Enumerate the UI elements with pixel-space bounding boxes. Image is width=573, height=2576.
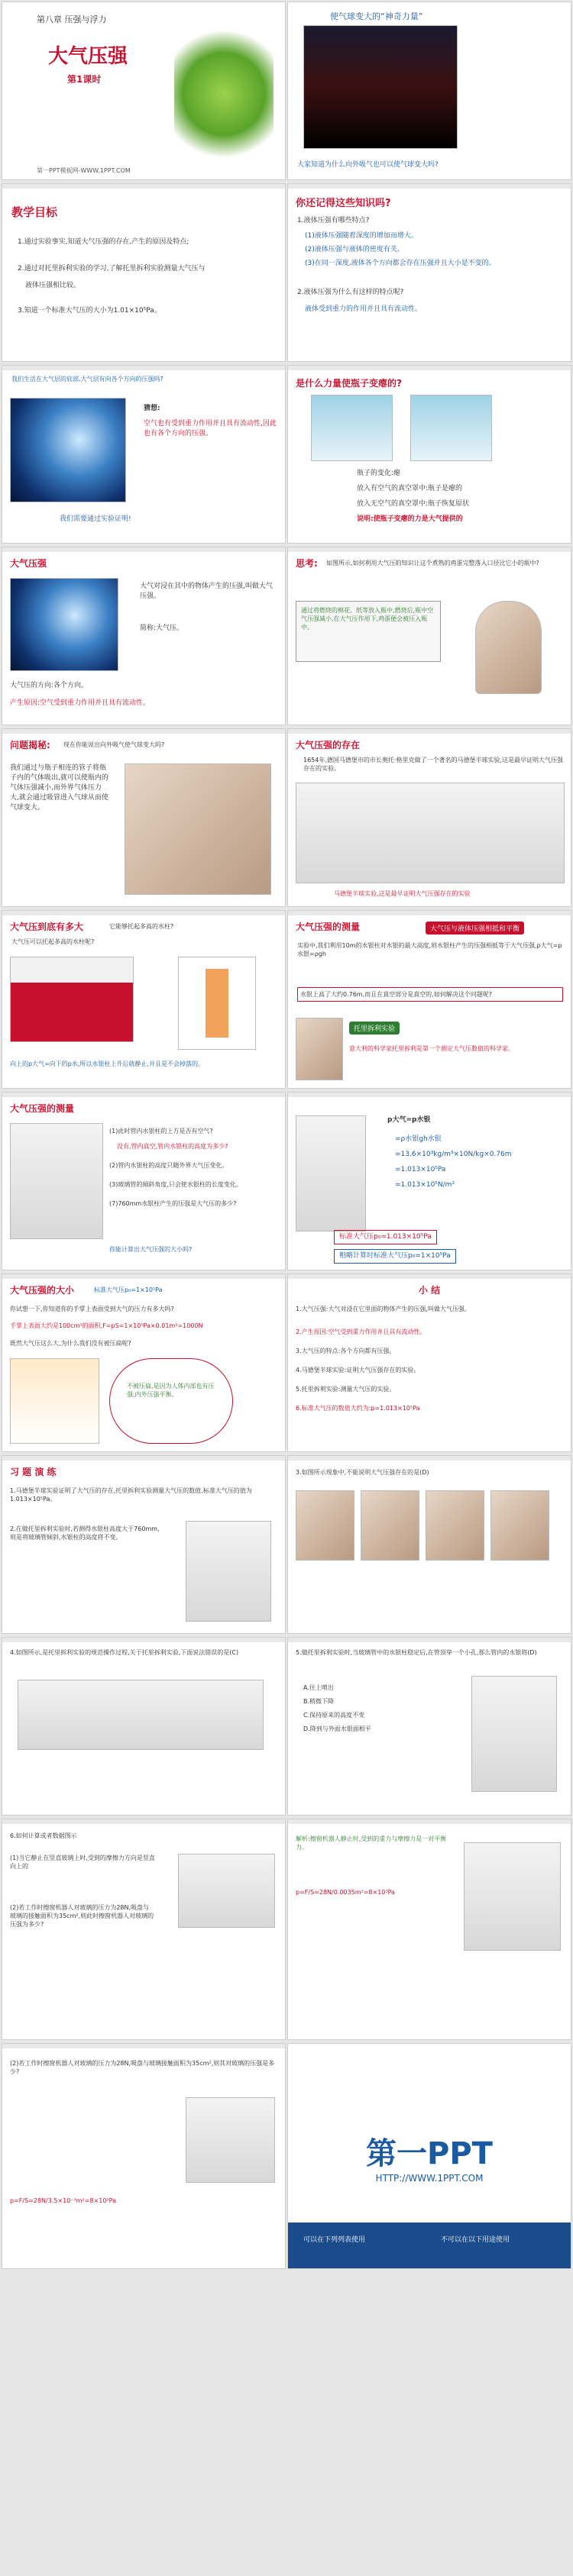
experiment-text: 实验中,我们利用10m的水银柱对水银的最大高度,则水银柱产生的压强相抵等于大气压强,p大气=p水银=ρgh [297, 942, 562, 957]
procedure-images [18, 1680, 264, 1750]
question-1: (1)当它静止在竖直玻璃上时,受到的摩擦力方向是竖直向上的 [10, 1855, 155, 1870]
option-d-image[interactable] [490, 1490, 549, 1561]
calculation: 手掌上表面大约是100cm²的面积,F=pS=1×10⁵Pa×0.01m²=1000N [10, 1322, 203, 1329]
slide-top-bar [2, 1638, 285, 1642]
cylinder-image [10, 957, 134, 1042]
prompt: 大气压可以托起多高的水柱呢? [11, 938, 95, 945]
approx-pressure: 粗略计算时标准大气压p₀=1×10⁵Pa [334, 1249, 456, 1264]
question-2: (2)若工作时擦窗机器人对玻璃的压力为28N,吸盘与玻璃的接触面积为35cm²,则此时擦窗机器人对玻璃的压强为多少? [10, 1904, 154, 1928]
question: 5.做托里拆利实验时,当玻璃管中的水银柱稳定后,在管顶穿一个小孔,那么管内的水银将(D) [296, 1649, 537, 1656]
guess-text: 空气也有受到重力作用并且具有流动性,因此也有各个方向的压强。 [144, 420, 277, 437]
answer: p=F/S=28N/3.5×10⁻³m²=8×10³Pa [10, 2197, 117, 2204]
slide-top-bar [288, 1274, 571, 1279]
review-a1: (1)液体压强随着深度的增加而增大。 [305, 232, 418, 240]
plant-image [174, 18, 274, 170]
slide-title[interactable] [2, 2, 286, 180]
formula-line-2: =13.6×10³kg/m³×10N/kg×0.76m [395, 1151, 512, 1158]
formula-line-4: =1.013×10⁵N/m² [395, 1181, 455, 1189]
slide-how-big[interactable] [2, 910, 286, 1089]
observe-2: 放入有空气的真空罩中:瓶子是瘪的 [357, 485, 463, 492]
boy-balloon-image [125, 763, 271, 895]
formula-line-1: =ρ水银gh水银 [395, 1135, 442, 1143]
history-text: 1654年,德国马德堡市的市长奥托·格里克做了一个著名的马德堡半球实验,这是最早证明大气压强存在的实验。 [303, 757, 563, 772]
lesson-label: 第1课时 [67, 74, 102, 85]
option-c[interactable]: C.保持原来的高度不变 [303, 1712, 365, 1719]
person-desc: 意大利的科学家托里拆利是第一个测定大气压数值的科学家。 [349, 1045, 514, 1052]
slide-top-bar [288, 1819, 571, 1824]
disallowed-label: 不可以在以下用途使用 [441, 2236, 510, 2244]
option-b[interactable]: B.稍微下降 [303, 1698, 335, 1705]
objective-2: 2.通过对托里拆利实验的学习,了解托里拆利实验测量大气压与 [18, 265, 206, 273]
slide-exercise-4[interactable] [2, 1637, 286, 1816]
slide-exercise-7[interactable] [2, 2043, 286, 2269]
analysis: 解析:擦窗机器人静止时,受到的重力与摩擦力是一对平衡力。 [296, 1835, 447, 1851]
tube-column [206, 969, 228, 1038]
subheading-pill: 大气压与液体压强相抵和平衡 [426, 922, 524, 935]
slide-top-bar [288, 911, 571, 915]
prompt: 你试想一下,你知道你的手掌上表面受到大气的压力有多大吗? [10, 1306, 174, 1312]
review-q2: 2.液体压强为什么有这样的特点呢? [297, 289, 404, 296]
chapter-label: 第八章 压强与浮力 [37, 15, 107, 24]
cause: 产生原因:空气受到重力作用并且具有流动性。 [10, 699, 151, 707]
foot-question: 你能计算出大气压强的大小吗? [109, 1246, 193, 1253]
speech-bubble [109, 1358, 233, 1444]
slide-logo[interactable] [287, 2043, 571, 2269]
robot-image [186, 2097, 275, 2183]
slide-bottle[interactable] [287, 365, 571, 544]
egg-bottle-image [475, 601, 542, 694]
question: 如图所示,如何利用大气压的知识让这个煮熟的鸡蛋完整落入口径比它小的瓶中? [326, 560, 539, 567]
slide-top-bar [2, 1819, 285, 1824]
slide-magnitude[interactable] [2, 1273, 286, 1452]
slide-exercise-6[interactable] [2, 1819, 286, 2040]
bottle-image-1 [311, 395, 393, 461]
review-a2: (2)液体压强与液体的密度有关。 [305, 246, 404, 253]
section-heading: 大气压到底有多大 [10, 922, 84, 932]
definition: 大气对浸在其中的物体产生的压强,叫做大气压强。 [140, 583, 273, 600]
objective-2-cont: 液体压强相比较。 [25, 282, 81, 289]
formula-line-3: =1.013×10⁵Pa [395, 1166, 446, 1173]
tube-image [186, 1521, 271, 1622]
slide-review[interactable] [287, 183, 571, 362]
slide-guess[interactable] [2, 365, 286, 544]
slide-top-bar [2, 911, 285, 915]
option-b-image[interactable] [361, 1490, 419, 1561]
answer: 我们通过与瓶子相连的管子将瓶子内的气体吸出,就可以使瓶内的气体压强减小,而外界气体压力大,就会通过吸管进入气球从而使气球变大。 [10, 764, 108, 812]
exercise-2: 2.在做托里拆利实验时,若测得水银柱高度大于760mm,则是将玻璃管倾斜,水银柱的高度将不变。 [10, 1525, 160, 1541]
item-1: (1)此时管内水银柱的上方是否有空气? [109, 1128, 213, 1135]
slide-top-bar [2, 729, 285, 734]
slide-magdeburg[interactable] [287, 728, 571, 907]
standard-pressure: 标准大气压p₀=1.013×10⁵Pa [334, 1230, 437, 1244]
direction: 大气压的方向:各个方向。 [10, 682, 89, 689]
observe-4: 说明:使瓶子变瘪的力是大气提供的 [357, 515, 463, 523]
section-heading: 小 结 [418, 1285, 441, 1296]
standard-label: 标准大气压p₀=1×10⁵Pa [94, 1286, 163, 1293]
option-a-image[interactable] [296, 1490, 354, 1561]
option-c-image[interactable] [426, 1490, 484, 1561]
slide-measure[interactable] [287, 910, 571, 1089]
tv-stage-image [303, 25, 458, 149]
slide-top-bar [2, 2044, 285, 2048]
summary-4: 4.马德堡半球实验:证明大气压强存在的实验。 [296, 1367, 420, 1374]
slide-top-bar [288, 366, 571, 370]
question: 4.如图所示,是托里拆利实验的规范操作过程,关于托里拆利实验,下面说法错误的是(C) [10, 1649, 239, 1656]
exercise-1: 1.马德堡半球实验证明了大气压的存在,托里拆利实验测量大气压的数值,标准大气压的值为1.013×10⁵Pa。 [10, 1487, 252, 1503]
slide-exercise-5[interactable] [287, 1637, 571, 1816]
slide-think[interactable] [287, 547, 571, 725]
objective-1: 1.通过实验事实,知道大气压强的存在,产生的原因及特点; [18, 238, 189, 246]
slide-reveal[interactable] [2, 728, 286, 907]
slide-top-bar [2, 184, 285, 189]
slide-exercise-3[interactable] [287, 1455, 571, 1634]
house-cartoon [10, 1358, 99, 1444]
summary-3: 3.大气压的特点:各个方向都有压强。 [296, 1348, 396, 1354]
item-2: (2)管内水银柱的高度只随外界大气压变化。 [109, 1162, 228, 1169]
section-heading: 大气压强 [10, 558, 47, 569]
slide-top-bar [2, 547, 285, 552]
caption: 马德堡半球实验,这是最早证明大气压强存在的实验 [334, 890, 471, 897]
slide-objectives[interactable] [2, 183, 286, 362]
experiment-name: 托里拆利实验 [349, 1022, 400, 1035]
section-heading: 思考: [296, 558, 318, 569]
slide-atmos-def[interactable] [2, 547, 286, 725]
item-4: (7)760mm水银柱产生的压强是大气压的多少? [109, 1200, 237, 1207]
summary-6: 6.标准大气压的数值大约为:p=1.013×10⁵Pa [296, 1405, 420, 1412]
section-heading: 大气压强的存在 [296, 740, 361, 751]
section-heading: 大气压强的大小 [10, 1285, 75, 1296]
horses-image [296, 783, 565, 883]
slide-measure-2[interactable] [2, 1092, 286, 1270]
problem-note: 水银上高了大约0.76m,而且在真空部分是真空的,如何解决这个问题呢? [297, 987, 563, 1002]
summary-5: 5.托里拆利实验:测量大气压的实验。 [296, 1386, 396, 1393]
slide-balloon[interactable] [287, 2, 571, 180]
observe-3: 放入无空气的真空罩中:瓶子恢复原状 [357, 500, 470, 508]
slide-top-bar [2, 1456, 285, 1461]
section-heading: 你还记得这些知识吗? [296, 198, 391, 209]
slide-top-bar [288, 729, 571, 734]
slide-summary[interactable] [287, 1273, 571, 1452]
slide-top-bar [288, 1638, 571, 1642]
caption: 我们生活在大气层的底部,大气层有向各个方向的压强吗? [11, 376, 163, 383]
slide-top-bar [2, 366, 285, 370]
question: 它能够托起多高的水柱? [109, 923, 174, 930]
answer-formula: p=F/S=28N/0.0035m²=8×10³Pa [296, 1889, 395, 1896]
slide-calc[interactable] [287, 1092, 571, 1270]
answer: 通过将燃烧的棉花、纸等放入瓶中,燃烧后,瓶中空气压强减小,在大气压作用下,鸡蛋便会被压入瓶中。 [301, 607, 434, 631]
section-heading: 大气压强的测量 [10, 1103, 75, 1114]
bubble-text: 不被压扁,是因为人体内部也有压强,内外压强平衡。 [127, 1383, 215, 1398]
robot-image [178, 1854, 275, 1928]
slide-top-bar [2, 1093, 285, 1097]
section-heading: 教学目标 [11, 205, 58, 219]
section-heading: 问题揭秘: [10, 740, 50, 751]
summary-2: 2.产生原因:空气受到重力作用并且具有流动性。 [296, 1328, 426, 1335]
item-3: (3)玻璃管的倾斜角度,只会使水银柱的长度变化。 [109, 1181, 242, 1188]
question: (2)若工作时擦窗机器人对玻璃的压力为28N,吸盘与玻璃接触面积为35cm²,则其对玻璃的压强是多少? [10, 2060, 275, 2075]
mercury-tube-image [10, 1123, 103, 1239]
tube-image [471, 1676, 557, 1792]
short-name: 简称:大气压。 [140, 625, 184, 632]
slide-top-bar [288, 1456, 571, 1461]
review-q1: 1.液体压强有哪些特点? [297, 217, 370, 224]
slide-caption: 大家知道为什么向外吸气也可以使气球变大吗? [297, 161, 439, 169]
earth-image [10, 578, 118, 671]
heading: 6.如何计算或者数据图示 [10, 1832, 77, 1839]
slide-exercise-6-answer[interactable] [287, 1819, 571, 2040]
option-a[interactable]: A.往上喷出 [303, 1684, 334, 1691]
bottle-image-2 [410, 395, 492, 461]
formula-head: p大气=p水银 [387, 1116, 431, 1124]
guess-label: 猜想: [144, 405, 160, 412]
slide-exercise-1[interactable] [2, 1455, 286, 1634]
slide-top-bar [288, 547, 571, 552]
section-heading: 是什么力量使瓶子变瘪的? [296, 378, 402, 389]
brand-url[interactable]: HTTP://WWW.1PPT.COM [375, 2172, 484, 2184]
observe-1: 瓶子的变化:瘪 [357, 470, 401, 477]
section-heading: 习 题 演 练 [10, 1467, 57, 1477]
footer-text: 第一PPT模板网-WWW.1PPT.COM [37, 167, 131, 174]
question: 既然大气压这么大,为什么我们没有被压扁呢? [10, 1340, 131, 1347]
allowed-label: 可以在下列列表使用 [303, 2236, 366, 2244]
footer-bar [288, 2223, 571, 2268]
page-title: 大气压强 [48, 45, 128, 68]
answer-box [296, 601, 441, 662]
objective-3: 3.知道一个标准大气压的大小为1.01×10⁵Pa。 [18, 307, 161, 315]
tube-diagram [296, 1115, 366, 1232]
review-a3: (3)在同一深度,液体各个方向都会存在压强并且大小是不变的。 [305, 260, 496, 267]
review-a4: 液体受到重力的作用并且具有流动性。 [305, 305, 422, 313]
summary-1: 1.大气压强:大气对浸在它里面的物体产生的压强,叫做大气压强。 [296, 1306, 471, 1312]
option-d[interactable]: D.降到与外面水银面相平 [303, 1725, 371, 1732]
question: 3.如图所示现象中,不能说明大气压强存在的是(D) [296, 1469, 429, 1476]
slide-top-bar [288, 184, 571, 189]
explanation: 向上的p大气=向下的p水,所以水银柱上升后就静止,并且是不会掉落的。 [10, 1060, 204, 1067]
earth-image [10, 398, 126, 502]
section-heading: 大气压强的测量 [296, 922, 361, 932]
slide-header: 使气球变大的“神奇力量” [330, 11, 423, 21]
question: 现在你能说出向外吸气使气球变大吗? [63, 741, 165, 748]
slide-top-bar [288, 1093, 571, 1097]
force-diagram [464, 1842, 561, 1951]
prove-text: 我们需要通过实验证明! [60, 515, 131, 523]
slide-top-bar [2, 1274, 285, 1279]
pressure-diagram [178, 957, 256, 1050]
torricelli-portrait [296, 1018, 343, 1080]
item-1-answer: 没有,管内真空,管内水银柱的高度为多少? [117, 1143, 228, 1150]
brand-logo: 第一PPT [366, 2135, 493, 2171]
